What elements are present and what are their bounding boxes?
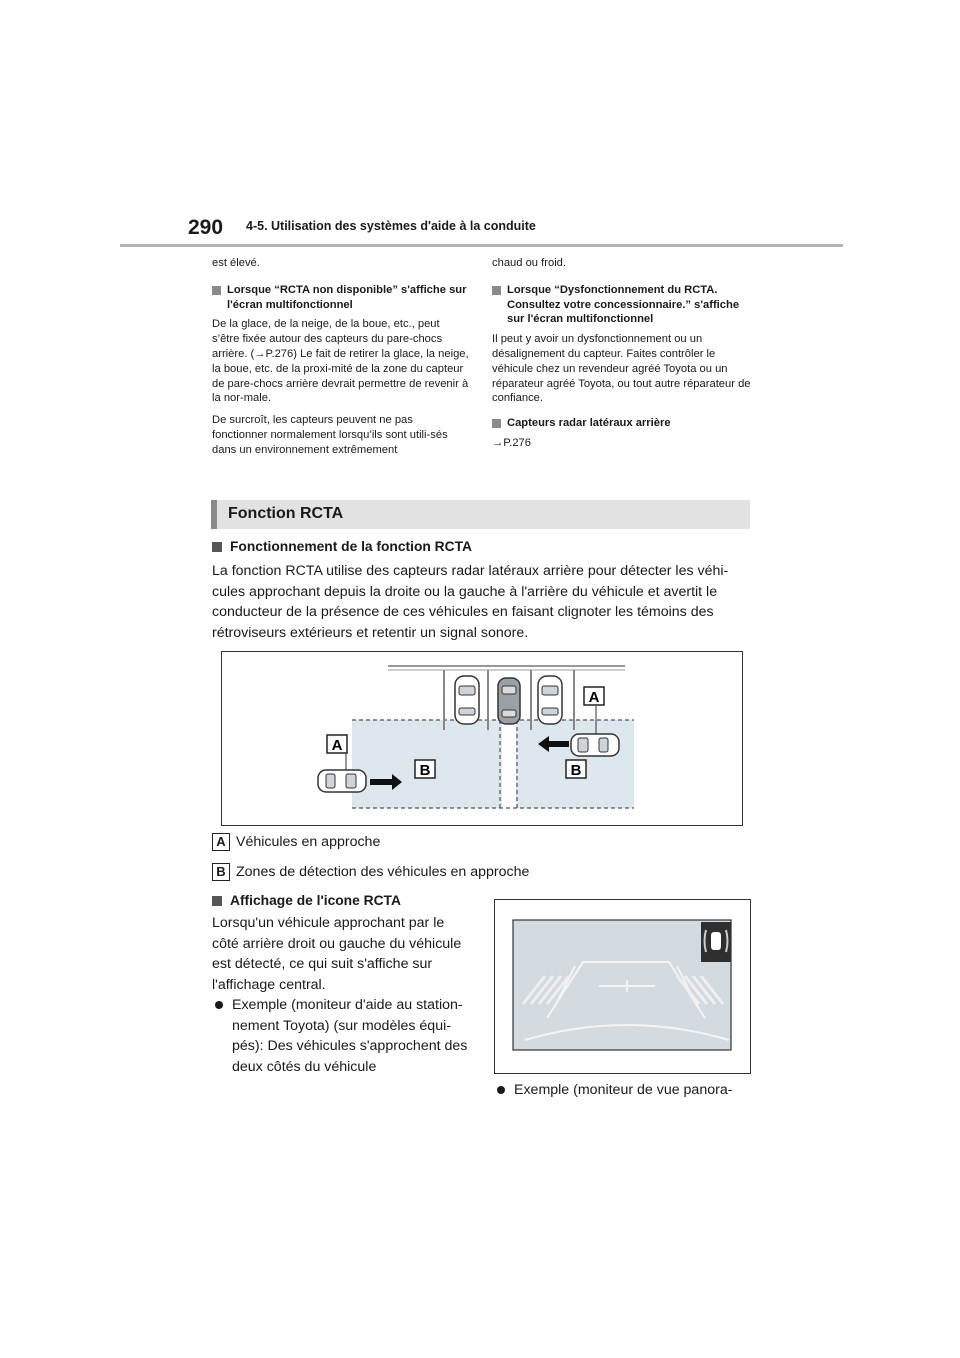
section2-heading-text: Affichage de l'icone RCTA bbox=[230, 893, 401, 908]
section2-body: Lorsqu'un véhicule approchant par le côté arrière droit ou gauche du véhicule est détecté, ce qui suit s'affiche sur l'affichage central. bbox=[212, 915, 462, 993]
bullet-item-1 bbox=[212, 995, 474, 1077]
legend-key-b: B bbox=[212, 863, 230, 881]
bullet-1-text: Exemple (moniteur d'aide au station-nement Toyota) (sur modèles équi-pés): Des véhicules s'approchent des deux côtés du véhicule bbox=[232, 997, 468, 1075]
rcta-diagram-svg bbox=[222, 652, 742, 825]
right-heading-2 bbox=[492, 416, 754, 431]
legend-text-b: Zones de détection des véhicules en approche bbox=[236, 864, 530, 880]
left-heading-text: Lorsque “RCTA non disponible” s'affiche sur l'écran multifonctionnel bbox=[227, 283, 467, 311]
label-a-text: A bbox=[588, 689, 600, 706]
banner-accent-bar bbox=[211, 500, 217, 529]
own-car-icon bbox=[498, 678, 520, 724]
square-bullet-icon bbox=[492, 419, 501, 428]
left-intro: est élevé. bbox=[212, 257, 260, 269]
bullet-item-2 bbox=[494, 1080, 756, 1101]
legend-row-b bbox=[212, 863, 529, 881]
section-banner bbox=[211, 500, 750, 529]
approaching-car-left-icon bbox=[318, 770, 366, 792]
section1-heading-text: Fonctionnement de la fonction RCTA bbox=[230, 539, 472, 554]
left-para-1: De la glace, de la neige, de la boue, etc., peut s’être fixée autour des capteurs du pare-chocs arrière. (→P.276) Le fait de retirer la glace, la neige, la boue, etc. de la proxi-mité de la zone du capteur de pare-chocs arrière devrait permettre de revenir à la nor-male. bbox=[212, 318, 469, 405]
label-a-text: A bbox=[331, 737, 343, 754]
bullet-dot-icon bbox=[215, 1001, 223, 1009]
parked-car-icon bbox=[455, 676, 479, 724]
right-ref: →P.276 bbox=[492, 436, 531, 449]
parked-car-icon bbox=[538, 676, 562, 724]
approaching-car-right-icon bbox=[571, 734, 619, 756]
right-column bbox=[492, 256, 754, 458]
square-bullet-icon bbox=[212, 286, 221, 295]
bullet-dot-icon bbox=[497, 1086, 505, 1094]
page-number: 290 bbox=[188, 216, 224, 239]
monitor-svg bbox=[495, 900, 750, 1073]
right-heading-2-text: Capteurs radar latéraux arrière bbox=[507, 417, 671, 430]
label-b-text: B bbox=[419, 762, 431, 779]
legend-key-a: A bbox=[212, 833, 230, 851]
rcta-diagram bbox=[221, 651, 743, 826]
square-bullet-icon bbox=[492, 286, 501, 295]
legend-row-a bbox=[212, 833, 380, 851]
section2-heading bbox=[212, 893, 401, 908]
section1-body: La fonction RCTA utilise des capteurs radar latéraux arrière pour détecter les véhi-cules approchant depuis la droite ou la gauche à l'arrière du véhicule et avertit le conducteur de la présence de ces véhicules en faisant clignoter les témoins des rétroviseurs extérieurs et retentir un signal sonore. bbox=[212, 563, 729, 641]
right-para-1: Il peut y avoir un dysfonctionnement ou un désalignement du capteur. Faites contrôler le véhicule chez un revendeur agréé Toyota ou un réparateur agréé Toyota, ou tout autre réparateur de confiance. bbox=[492, 333, 751, 405]
header-divider bbox=[120, 244, 843, 247]
legend-text-a: Véhicules en approche bbox=[236, 834, 381, 850]
square-bullet-icon bbox=[212, 542, 222, 552]
right-heading-1 bbox=[492, 283, 754, 327]
left-column bbox=[212, 256, 470, 465]
bullet-2-text: Exemple (moniteur de vue panora- bbox=[514, 1082, 733, 1098]
square-bullet-icon bbox=[212, 896, 222, 906]
parking-monitor-screen bbox=[494, 899, 751, 1074]
right-heading-1-text: Lorsque “Dysfonctionnement du RCTA. Consultez votre concessionnaire.” s'affiche sur l'écran multifonctionnel bbox=[507, 283, 740, 326]
right-intro: chaud ou froid. bbox=[492, 257, 567, 269]
left-heading bbox=[212, 283, 470, 313]
label-b-text: B bbox=[570, 762, 582, 779]
section1-heading bbox=[212, 539, 472, 554]
rcta-status-icon bbox=[701, 922, 731, 962]
section-title: 4-5. Utilisation des systèmes d'aide à la conduite bbox=[246, 219, 536, 233]
left-para-2: De surcroît, les capteurs peuvent ne pas fonctionner normalement lorsqu’ils sont utili-sés dans un environnement extrêmement bbox=[212, 414, 448, 456]
banner-title: Fonction RCTA bbox=[228, 505, 344, 522]
